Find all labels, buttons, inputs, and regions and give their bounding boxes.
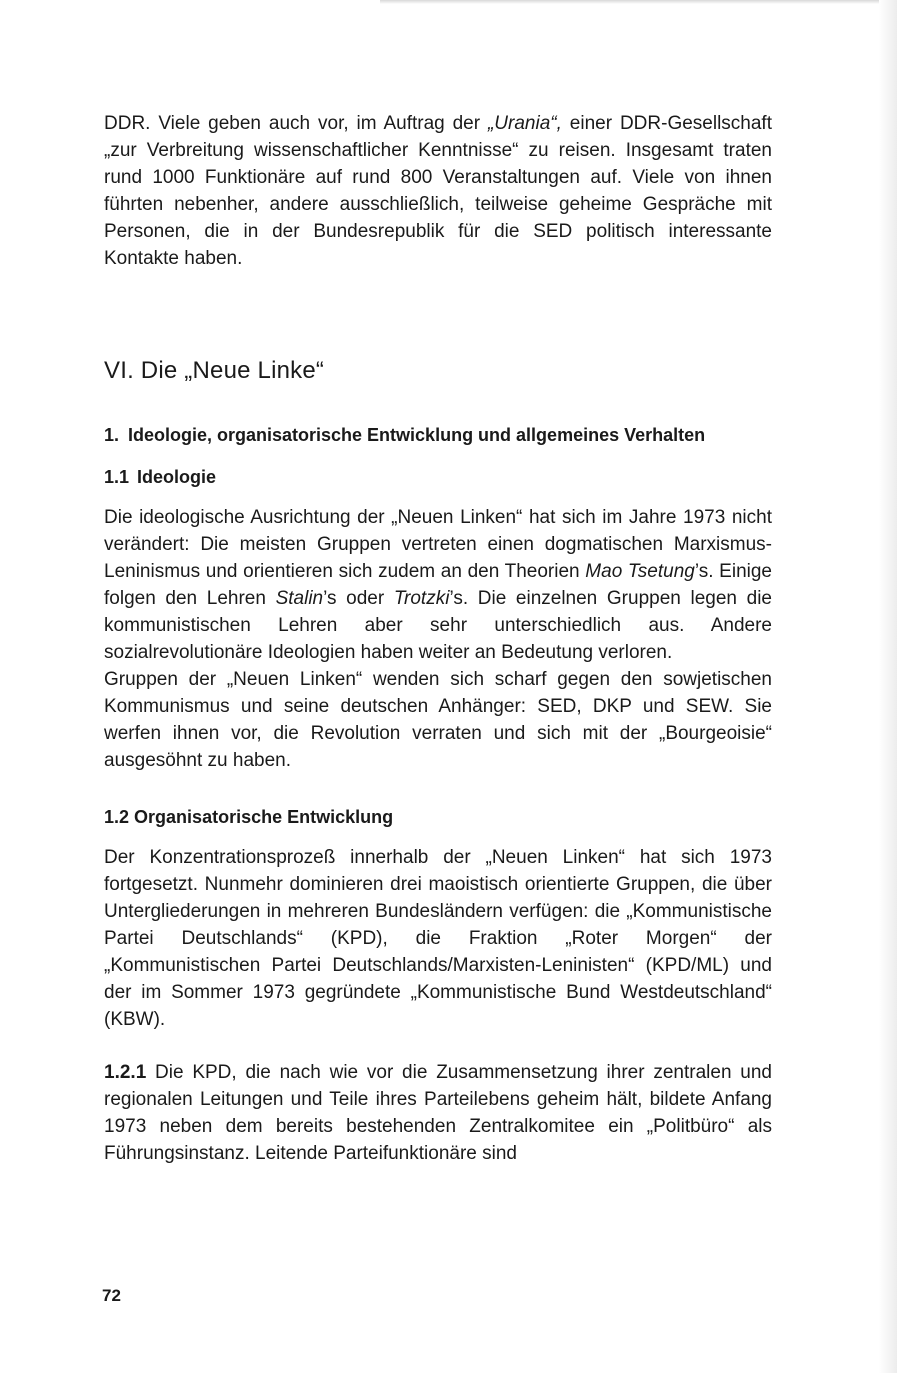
page-right-shadow <box>879 0 897 1373</box>
ideology-paragraph-2: Gruppen der „Neuen Linken“ wenden sich scharf gegen den sowjetischen Kommunismus und seine deutschen Anhänger: SED, DKP und SEW. Sie werfen ihnen vor, die Revolution verraten und sich mit der „Bourgeoisie“ ausgesöhnt zu haben. <box>104 669 772 771</box>
intro-text-a: DDR. Viele geben auch vor, im Auftrag der <box>104 113 488 134</box>
page-top-shadow <box>380 0 897 4</box>
page-content <box>104 110 772 1167</box>
section-1-2-heading <box>104 804 772 830</box>
ideology-text-c: ’s oder <box>323 588 394 609</box>
intro-paragraph <box>104 110 772 272</box>
intro-text-b: einer DDR-Gesellschaft „zur Verbreitung wissenschaftlicher Kenntnisse“ zu reisen. Insgesamt traten rund 1000 Funktionäre auf rund 800 Veranstaltungen auf. Viele von ihnen führten nebenher, andere ausschließlich, teilweise geheime Gespräche mit Personen, die in der Bundesrepublik für die SED politisch interessante Kontakte haben. <box>104 113 772 269</box>
section-1-title: Ideologie, organisatorische Entwicklung und allgemeines Verhalten <box>128 425 706 445</box>
ideology-text-d: ’s. Die einzelnen Gruppen legen die kommunistischen Lehren aber sehr unterschiedlich aus. Andere sozialrevolutionäre Ideologien haben weiter an Bedeutung verloren. <box>104 588 772 663</box>
organisation-paragraph: Der Konzentrationsprozeß innerhalb der „Neuen Linken“ hat sich 1973 fortgesetzt. Nunmehr dominieren drei maoistisch orientierte Gruppen, die über Untergliederungen in mehreren Bundesländern verfügen: die „Kommunistische Partei Deutschlands“ (KPD), die Fraktion „Roter Morgen“ der „Kommunistischen Partei Deutschlands/Marxisten-Leninisten“ (KPD/ML) und der im Sommer 1973 gegründete „Kommunistische Bund Westdeutschland“ (KBW). <box>104 847 772 1030</box>
name-stalin: Stalin <box>275 588 324 609</box>
ideology-text-b: ’s. Einige folgen den Lehren <box>104 561 772 609</box>
section-1-2-1-text: Die KPD, die nach wie vor die Zusammensetzung ihrer zentralen und regionalen Leitungen und Teile ihres Parteilebens geheim hält, bildete Anfang 1973 neben dem bereits bestehenden Zentralkomitee ein „Politbüro“ als Führungsinstanz. Leitende Parteifunktionäre sind <box>104 1062 772 1164</box>
section-1-heading <box>104 422 772 448</box>
section-1-number: 1. <box>104 425 120 445</box>
name-trotzki: Trotzki <box>393 588 450 609</box>
section-1-1-heading <box>104 464 772 490</box>
section-1-2-title: Organisatorische Entwicklung <box>134 807 394 827</box>
ideology-paragraph-1 <box>104 504 772 666</box>
section-1-2-1-paragraph <box>104 1059 772 1167</box>
ideology-text-a: Die ideologische Ausrichtung der „Neuen Linken“ hat sich im Jahre 1973 nicht verändert: Die meisten Gruppen vertreten einen dogmatischen Marxismus-Leninismus und orientieren sich zudem an den Theorien <box>104 507 772 582</box>
name-mao: Mao Tsetung <box>585 561 695 582</box>
section-1-2-number: 1.2 <box>104 807 130 827</box>
section-1-2-1-number: 1.2.1 <box>104 1062 147 1083</box>
intro-urania: „Urania“, <box>487 113 562 134</box>
section-1-1-number: 1.1 <box>104 467 130 487</box>
page-number: 72 <box>102 1286 121 1305</box>
section-1-1-title: Ideologie <box>137 467 217 487</box>
chapter-heading: VI. Die „Neue Linke“ <box>104 357 325 384</box>
